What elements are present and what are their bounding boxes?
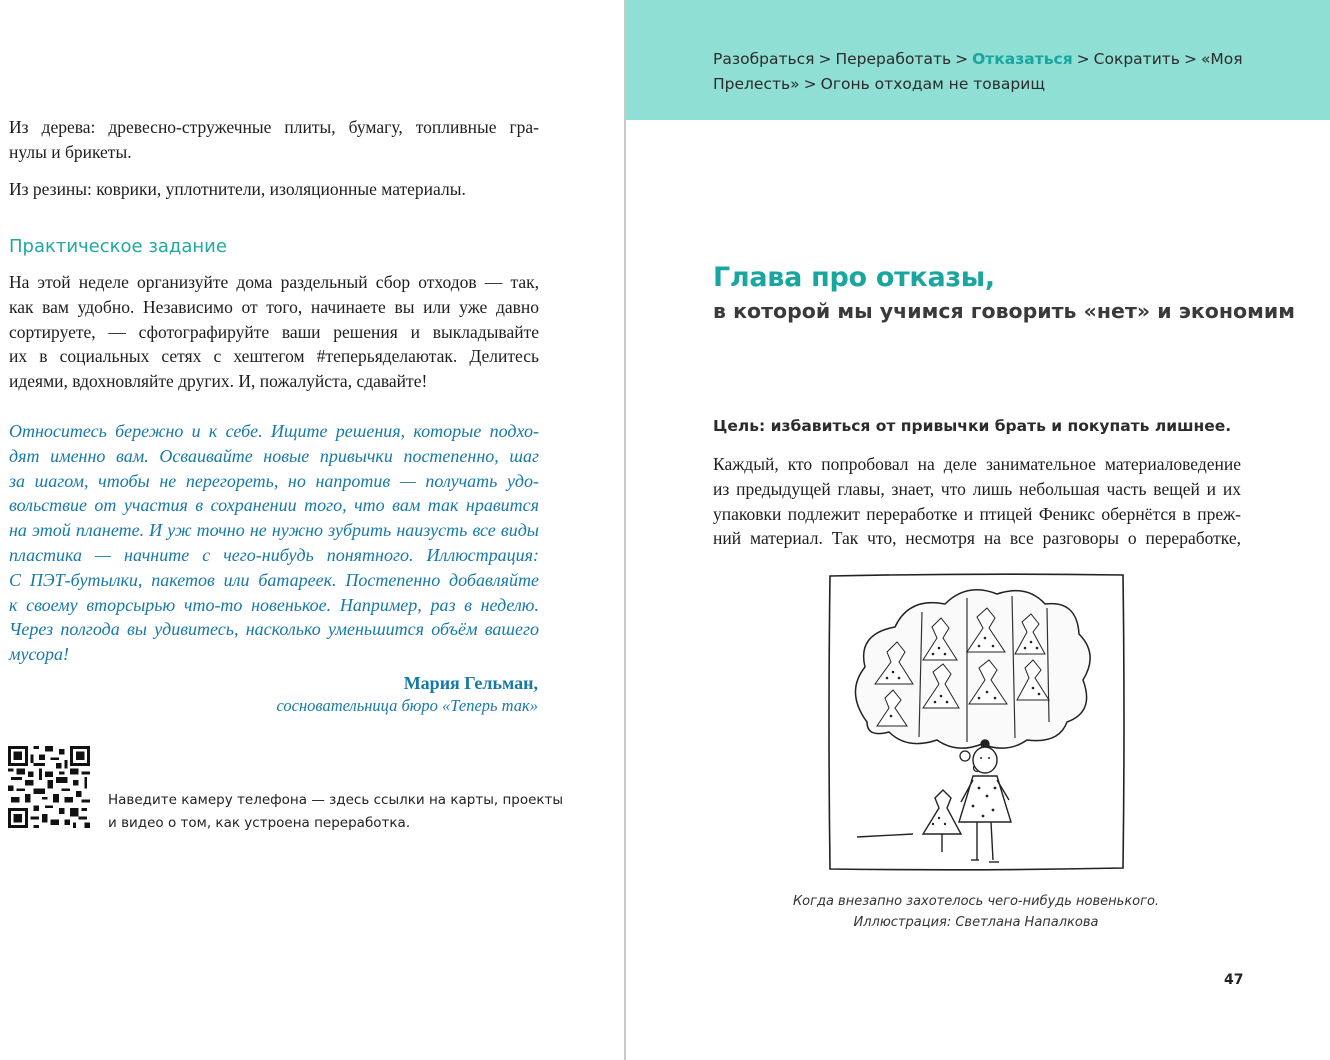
text-line: На этой неделе организуйте дома раздельный сбор отходов — так, <box>9 272 539 292</box>
caption-line: Когда внезапно захотелось чего-нибудь новенького. <box>792 894 1160 909</box>
breadcrumb-line <box>713 47 1273 72</box>
breadcrumb-item-pererabotat: Переработать <box>835 50 952 68</box>
quote-line: Относитесь бережно и к себе. Ищите решения, которые подхо- <box>9 421 539 441</box>
left-page <box>0 0 624 1060</box>
text-line: нулы и брикеты. <box>9 141 132 162</box>
text-line: Из дерева: древесно-стружечные плиты, бумагу, топливные гра- <box>9 117 539 137</box>
text-line: из предыдущей главы, знает, что лишь небольшая часть вещей и их <box>713 478 1241 499</box>
qr-caption-line: Наведите камеру телефона — здесь ссылки на карты, проекты <box>108 792 564 808</box>
breadcrumb-separator: > <box>803 74 817 93</box>
body-paragraph <box>713 452 1241 551</box>
quote-line: вольствие от участия в сохранении того, что вам так нравится <box>9 495 539 516</box>
qr-caption-line: и видео о том, как устроена переработка. <box>108 815 411 831</box>
dress-illustration <box>827 572 1126 872</box>
breadcrumb-item-otkazatsya: Отказаться <box>972 50 1073 68</box>
breadcrumb-separator: > <box>955 50 969 68</box>
qr-caption <box>108 789 564 835</box>
chapter-goal: Цель: избавиться от привычки брать и покупать лишнее. <box>713 417 1232 435</box>
breadcrumb-line <box>713 72 1273 97</box>
quote-line: на этой планете. И уж точно не нужно зубрить наизусть все виды <box>9 520 539 541</box>
quote-line: мусора! <box>9 644 70 665</box>
text-line: Каждый, кто попробовал на деле занимательное материаловедение <box>713 454 1241 474</box>
text-line: как вам удобно. Независимо от того, начинаете вы или уже давно <box>9 296 539 317</box>
chapter-title: Глава про отказы, <box>713 262 995 293</box>
breadcrumb-item-sokratit: Сократить <box>1093 50 1180 68</box>
text-line: ний материал. Так что, несмотря на все разговоры о переработке, <box>713 528 1241 549</box>
quote-author-role: сосновательница бюро «Теперь так» <box>276 696 538 715</box>
breadcrumb-separator: > <box>818 50 832 68</box>
text-line: упаковки подлежит переработке и птицей Феникс обернётся в преж- <box>713 503 1241 524</box>
quote-line: к своему вторсырью что-то новенькое. Например, раз в неделю. <box>9 594 539 615</box>
breadcrumb-item-ogon: Огонь отходам не товарищ <box>820 74 1045 93</box>
expert-quote <box>9 419 539 667</box>
rubber-paragraph: Из резины: коврики, уплотнители, изоляционные материалы. <box>9 179 466 199</box>
qr-code-icon[interactable] <box>8 746 90 828</box>
caption-line: Иллюстрация: Светлана Напалкова <box>853 915 1099 930</box>
breadcrumb <box>713 47 1273 96</box>
quote-line: пластика — начните с чего-нибудь понятного. Иллюстрация: <box>9 544 539 565</box>
breadcrumb-item-razobratsya: Разобраться <box>713 50 815 68</box>
quote-author-name: Мария Гельман, <box>403 673 538 693</box>
right-page <box>626 0 1330 1060</box>
illustration-caption <box>756 891 1196 933</box>
breadcrumb-separator: > <box>1076 50 1090 68</box>
quote-line: дят именно вам. Осваивайте новые привычки постепенно, шаг <box>9 445 539 466</box>
chapter-subtitle: в которой мы учимся говорить «нет» и экономим <box>713 299 1295 323</box>
page-number: 47 <box>1224 972 1244 988</box>
breadcrumb-separator: > <box>1183 50 1197 68</box>
quote-line: С ПЭТ-бутылки, пакетов или батареек. Постепенно добавляйте <box>9 569 539 590</box>
text-line: их в социальных сетях с хештегом #теперьяделаютак. Делитесь <box>9 346 539 367</box>
wood-paragraph <box>9 115 539 165</box>
text-line: сортируете, — сфотографируйте ваши решения и выкладывайте <box>9 321 539 342</box>
breadcrumb-item-moya-prelest: «Моя <box>1200 50 1243 68</box>
task-heading: Практическое задание <box>9 236 227 257</box>
quote-line: за шагом, чтобы не перегореть, но напротив — получать удо- <box>9 470 539 491</box>
task-paragraph <box>9 270 539 394</box>
quote-line: Через полгода вы удивитесь, насколько уменьшится объём вашего <box>9 619 539 640</box>
breadcrumb-item-moya-prelest-cont: Прелесть» <box>713 74 800 93</box>
text-line: идеями, вдохновляйте других. И, пожалуйста, сдавайте! <box>9 371 428 392</box>
